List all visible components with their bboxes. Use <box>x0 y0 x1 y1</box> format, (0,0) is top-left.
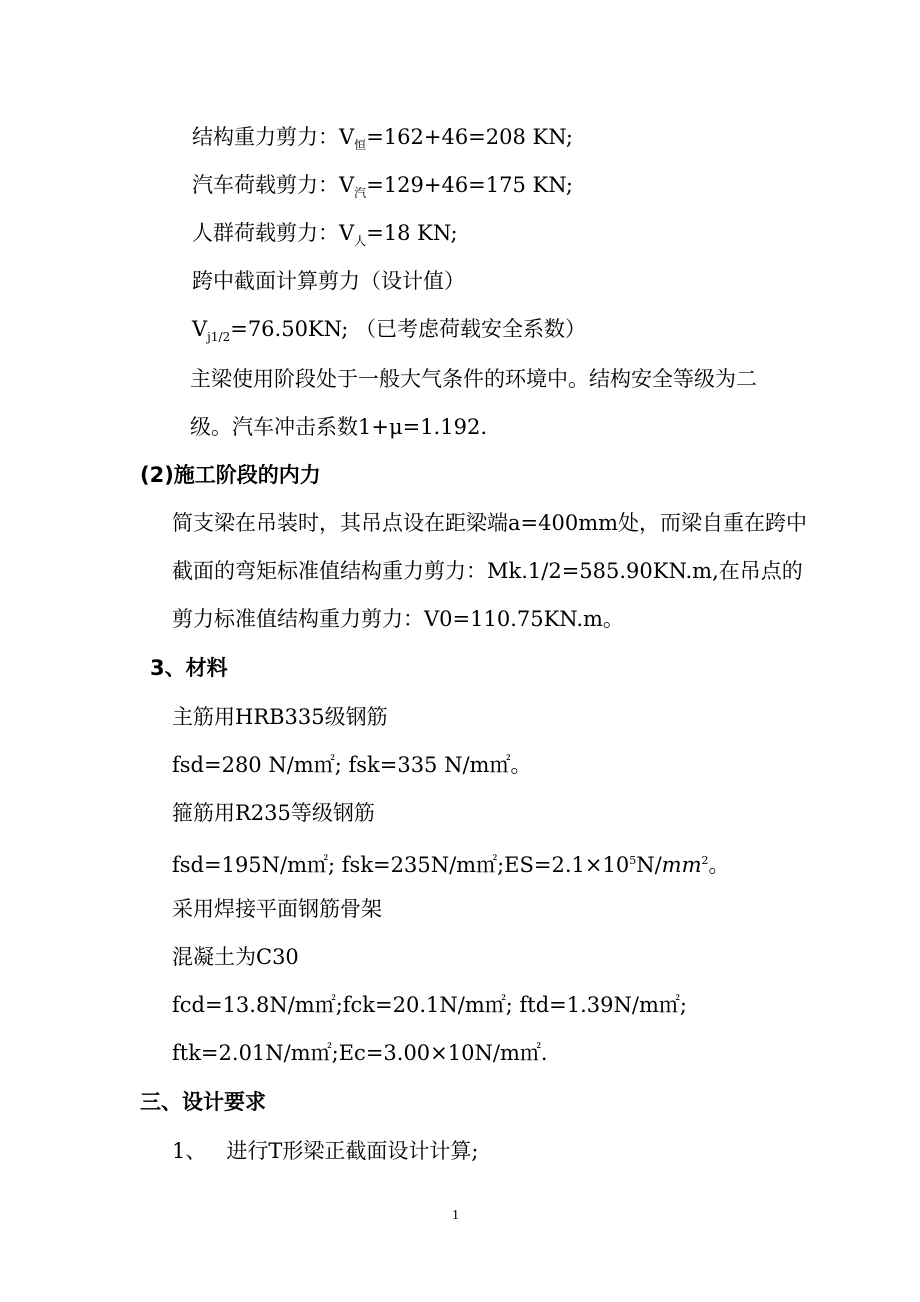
line-main-rebar-strength: fsd=280 N/m㎡; fsk=335 N/m㎡。 <box>172 753 532 777</box>
line-lifting-2: 截面的弯矩标准值结构重力剪力：Mk.1/2=585.90KN.m,在吊点的 <box>172 559 803 583</box>
line-concrete-strength-2: ftk=2.01N/m㎡;Ec=3.00×10N/m㎡. <box>172 1041 548 1065</box>
line-welded-frame: 采用焊接平面钢筋骨架 <box>172 897 382 921</box>
line-stirrup-strength: fsd=195N/m㎡; $fsk=235N/m㎡;ES=2.1\times 10^5N/mm^2$。 <box>172 853 730 877</box>
line-stirrup: 箍筋用R235等级钢筋 <box>172 801 375 825</box>
heading-materials: 3、材料 <box>150 656 228 680</box>
heading-design-requirements: 三、设计要求 <box>140 1090 266 1114</box>
line-requirement-1: 1、 进行T形梁正截面设计计算; <box>172 1139 479 1163</box>
line-crowd-shear: 人群荷载剪力：$V_人=18$ KN; <box>192 221 458 248</box>
line-lifting-3: 剪力标准值结构重力剪力：V0=110.75KN.m。 <box>172 607 624 631</box>
line-lifting-1: 简支梁在吊装时，其吊点设在距梁端a=400mm处，而梁自重在跨中 <box>172 511 808 535</box>
line-impact-factor: 级。汽车冲击系数1+μ=1.192. <box>190 415 487 439</box>
line-structural-shear: 结构重力剪力：$V_恒=162+46=208$ KN; <box>192 125 573 152</box>
page-number: 1 <box>452 1208 459 1223</box>
line-environment: 主梁使用阶段处于一般大气条件的环境中。结构安全等级为二 <box>190 367 757 391</box>
line-main-rebar: 主筋用HRB335级钢筋 <box>172 705 388 729</box>
line-concrete: 混凝土为C30 <box>172 945 299 969</box>
line-vehicle-shear: 汽车荷载剪力：$V_汽=129+46=175$ KN; <box>192 173 573 200</box>
line-design-shear: $V_{j1/2}=76.50KN$; （已考虑荷载安全系数） <box>192 317 586 344</box>
line-concrete-strength-1: fcd=13.8N/m㎡;fck=20.1N/m㎡; ftd=1.39N/m㎡; <box>172 993 687 1017</box>
heading-construction-stage: (2)施工阶段的内力 <box>140 463 321 487</box>
line-midspan-shear-title: 跨中截面计算剪力（设计值） <box>192 269 465 293</box>
